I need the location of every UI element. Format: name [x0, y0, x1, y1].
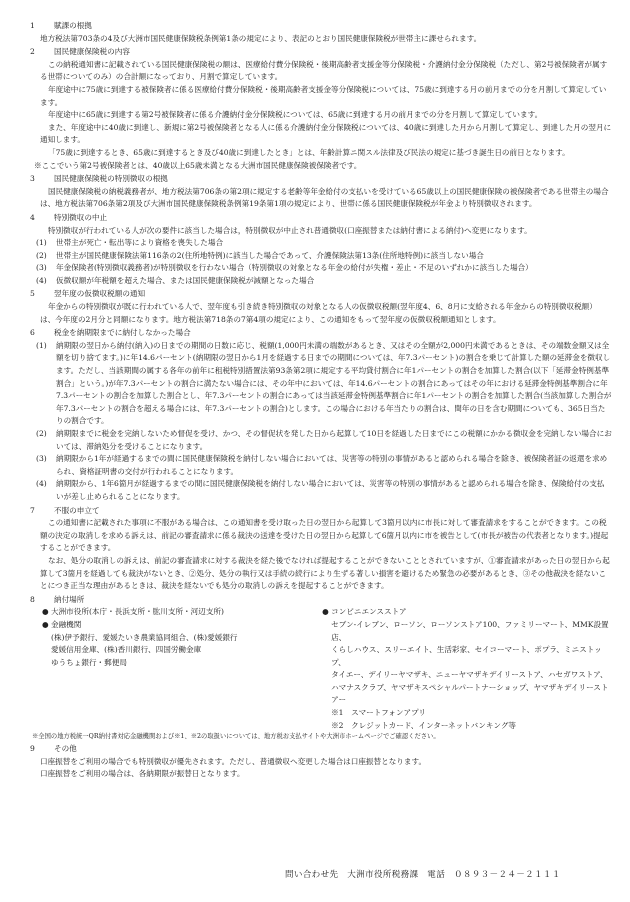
section-late-payment: [30, 327, 612, 503]
section-content: [30, 46, 612, 172]
section-heading: 1 賦課の根拠: [30, 21, 92, 30]
place-entry: 愛媛信用金庫、(株)香川銀行、四国労働金庫: [51, 645, 202, 655]
place-entry: くらしハウス、スリーエイト、生活彩家、セイコーマート、ポプラ、ミニストップ、: [331, 645, 602, 667]
place-entry: ● コンビニエンスストア: [322, 607, 407, 617]
section-collection-stop: [30, 212, 612, 288]
section-heading: 5 翌年度の仮徴収税額の通知: [30, 289, 146, 299]
place-entry: ゆうちょ銀行・郵便局: [51, 657, 127, 667]
paragraph: なお、処分の取消しの訴えは、前記の審査請求に対する裁決を経た後でなければ提起することができないこととされていますが、①審査請求があった日の翌日から起算して3箇月を経過しても裁決がないとき、②処分、処分の執行又は手続の続行により生ずる著しい損害を避けるため緊急の必要があるとき、③その他裁決を経ないことにつき正当な理由があるときは、裁決を経ないでも処分の取消しの訴えを提起することができます。: [40, 555, 610, 591]
list-item: (1) 世帯主が死亡・転出等により資格を喪失した場合: [36, 238, 224, 248]
payment-places-columns: [30, 606, 612, 732]
paragraph: 口座振替をご利用の場合は、各納期限が振替日となります。: [40, 769, 245, 779]
section-appeal: [30, 505, 612, 593]
place-entry: セブン-イレブン、ローソン、ローソンストア100、ファミリーマート、MMK設置店、: [331, 619, 609, 642]
note: ※ここでいう第2号被保険者とは、40歳以上65歳未満となる大洲市国民健康保険被保険者です。: [34, 160, 362, 170]
list-item: (4) 仮徴収額が年税額を超えた場合、または国民健康保険税が減額となった場合: [36, 275, 315, 285]
list-item: (2) 納期限までに税金を完納しないため督促を受け、かつ、その督促状を発した日から起算して10日を経過した日までにこの税額にかかる徴収金を完納しない場合においては、滞納処分を受けることになります。: [36, 429, 612, 451]
place-entry: ハマナスクラブ、ヤマザキスペシャルパートナーショップ、ヤマザキデイリーストアー: [331, 682, 609, 705]
paragraph: 口座振替をご利用の場合でも特別徴収が優先されます。ただし、普通徴収へ変更した場合は口座振替となります。: [40, 756, 427, 766]
section-provisional-notice: [30, 288, 612, 326]
section-heading: 3 国民健康保険税の特別徴収の根拠: [30, 174, 168, 184]
list-item: (3) 納期限から1年が経過するまでの間に国民健康保険税を納付しない場合においては、災害等の特別の事情があると認められる場合を除き、被保険者証の返還を求められ、資格証明書の交付が行われることになります。: [36, 454, 608, 476]
place-entry: (株)伊予銀行、愛媛たいき農業協同組合、(株)愛媛銀行: [51, 632, 238, 642]
notice-back-page: [30, 20, 612, 782]
place-entry: タイエー、デイリーヤマザキ、ニューヤマザキデイリーストア、ハセガワストア、: [331, 670, 608, 680]
paragraph: この納税通知書に記載されている国民健康保険税の額は、医療給付費分保険税・後期高齢者支援金等分保険税・介護納付金分保険税（ただし、第2号被保険者が属する世帯についてのみ）の合計額になっており、月割で算定しています。: [40, 59, 608, 82]
section-heading: 6 税金を納期限までに納付しなかった場合: [30, 328, 191, 338]
section-basis: [30, 20, 612, 45]
places-left-column: [42, 606, 318, 732]
place-entry: ※1 スマートフォンアプリ: [331, 708, 426, 718]
places-right-column: [318, 606, 612, 732]
list-item: (1) 納期限の翌日から納付(納入)の日までの期間の日数に応じ、税額(1,000円未満の端数があるとき、又はその全額が2,000円未満であるときは、その端数金額又は全額を切り捨てます。)に年14.6パーセント(納期限の翌日から1月を経過する日までの期間については、年7.3パーセント)の割合を乗じて計算した額の延滞金を徴収します。ただし、当該期間の属する各年の前年に租税特別措置法第93条第2項に規定する平均貸付割合に年1パーセントの割合を加算した割合(以下「延滞金特例基準割合」という。)が年7.3パーセントの割合に満たない場合には、その年中においては、年14.6パーセントの割合にあってはその年における延滞金特例基準割合に年7.3パーセントの割合を加算した割合とし、年7.3パーセントの割合にあっては当該延滞金特例基準割合に年1パーセントの割合を加算した割合(当該加算した割合が年7.3パーセントの割合を超える場合には、年7.3パーセントの割合)とします。この場合における年当たりの割合は、閏年の日を含む期間についても、365日当たりの割合です。: [36, 340, 612, 426]
paragraph: 年度途中に65歳に到達する第2号被保険者に係る介護納付金分保険税については、65歳に到達する月の前月までの分を月割して算定しています。: [48, 110, 543, 120]
list-item: (4) 納期限から、1年6箇月が経過するまでの間に国民健康保険税を納付しない場合においては、災害等の特別の事情があると認められる場合を除き、保険給付の支払いが差し止められることになります。: [36, 479, 605, 501]
place-entry: ※2 クレジットカード、インターネットバンキング等: [331, 720, 517, 730]
paragraph: また、年度途中に40歳に到達し、新規に第2号被保険者となる人に係る介護納付金分保険税については、40歳に到達した月から月割して算定し、到達した月の翌月に通知します。: [40, 122, 612, 145]
paragraph: 特別徴収が行われている人が次の要件に該当した場合は，特別徴収が中止され普通徴収(口座振替または納付書による納付)へ変更になります。: [48, 225, 532, 235]
place-entry: ● 金融機関: [42, 619, 82, 629]
section-heading: 8 納付場所: [30, 594, 85, 604]
section-heading: 2 国民健康保険税の内容: [30, 47, 130, 57]
list-item: (2) 世帯主が国民健康保険法第116条の2(住所地特例)に該当した場合であって、介護保険法第13条(住所地特例)に該当しない場合: [36, 250, 484, 260]
section-payment-places: [30, 594, 612, 743]
contact-footer: 問い合わせ先 大洲市役所税務課 電話 ０８９３－２４－２１１１: [285, 870, 561, 880]
paragraph: 国民健康保険税の納税義務者が、地方税法第706条の第2項に規定する老齢等年金給付の支払いを受けている65歳以上の国民健康保険の被保険者である世帯主の場合は、地方税法第706条第2項及び大洲市国民健康保険税条例第19条第1項の規定により、世帯に係る国民健康保険税が年金より特別徴収されます。: [40, 186, 609, 209]
section-special-collection-basis: [30, 173, 612, 211]
section-body: 地方税法第703条の4及び大洲市国民健康保険税条例第1条の規定により、表記のとおり国民健康保険税が世帯主に課せられます。: [40, 33, 482, 43]
paragraph: 年度途中に75歳に到達する被保険者に係る医療給付費分保険税・後期高齢者支援金等分保険税については、75歳に到達する月の前月までの分を月割して算定しています。: [40, 84, 607, 107]
payment-note: ※全国の地方税統一QR納付書対応金融機関および※1、※2の取扱いについては、地方税お支払サイトや大洲市ホームページでご確認ください。: [32, 733, 440, 741]
section-other: [30, 743, 612, 781]
section-heading: 7 不服の申立て: [30, 505, 100, 515]
section-heading: 9 その他: [30, 744, 77, 754]
paragraph: 「75歳に到達するとき、65歳に到達するとき及び40歳に到達したとき」とは、年齢計算ニ関スル法律及び民法の規定に基づき誕生日の前日となります。: [48, 147, 570, 157]
paragraph: この通知書に記載された事項に不服がある場合は、この通知書を受け取った日の翌日から起算して3箇月以内に市長に対して審査請求をすることができます。この税額の決定の取消しを求める訴えは、前記の審査請求に係る裁決の送達を受けた日の翌日から起算して6箇月以内に市を被告として(市長が被告の代表者となります。)提起することができます。: [40, 518, 609, 553]
paragraph: 年金からの特別徴収が既に行われている人で、翌年度も引き続き特別徴収の対象となる人の仮徴収税額(翌年度4、6、8月に支給される年金からの特別徴収税額）は、今年度の2月分と同額になります。地方税法第718条の7第4項の規定により、この通知をもって翌年度の仮徴収税額通知とします。: [40, 302, 597, 324]
list-item: (3) 年金保険者(特別徴収義務者)が特別徴収を行わない場合（特別徴収の対象となる年金の給付が失権・差止・不足のいずれかに該当した場合）: [36, 263, 533, 273]
section-heading: 4 特別徴収の中止: [30, 212, 108, 222]
place-entry: ● 大洲市役所(本庁・長浜支所・肱川支所・河辺支所): [42, 607, 224, 617]
